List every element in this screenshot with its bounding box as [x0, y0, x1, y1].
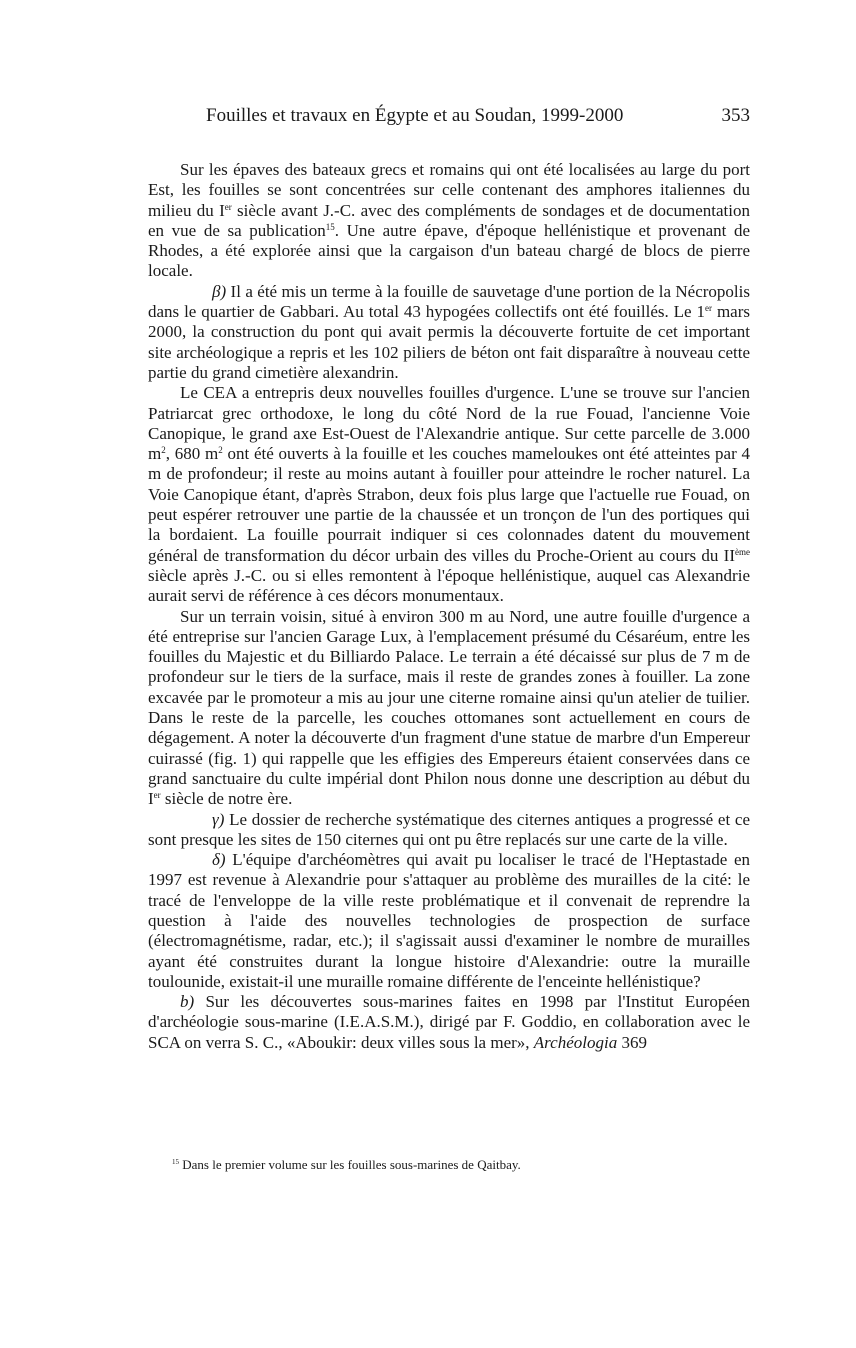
page-number: 353 — [721, 105, 750, 126]
paragraph: Sur les épaves des bateaux grecs et romains qui ont été localisées au large du port Est, les fouilles se sont concentrées sur celle contenant des amphores italiennes du milieu du Ier siècle avant J.-C. avec des compléments de sondages et de documentation en vue de sa publication$^{15}$. Une autre épave, d'époque hellénistique et provenant de Rhodes, a été explorée ainsi que la cargaison d'un bateau chargé de blocs de pierre locale. — [148, 160, 751, 281]
running-head — [206, 104, 750, 128]
list-marker: γ) — [212, 809, 225, 829]
running-title: Fouilles et travaux en Égypte et au Soudan, 1999-2000 — [206, 105, 624, 126]
paragraph: δ) L'équipe d'archéomètres qui avait pu localiser le tracé de l'Heptastade en 1997 est revenue à Alexandrie pour s'attaquer au problème des murailles de la cité: le tracé de l'enveloppe de la ville reste problématique et il convenait de reprendre la question à l'aide des nouvelles technologies de prospection de surface (électromagnétisme, radar, etc.); il s'agissait aussi d'examiner le nombre de murailles ayant été construites durant la longue histoire d'Alexandrie: outre la muraille toulounide, existait-il une muraille romaine différente de l'enceinte hellénistique? — [148, 850, 750, 991]
paragraph: Le CEA a entrepris deux nouvelles fouilles d'urgence. L'une se trouve sur l'ancien Patriarcat grec orthodoxe, le long du côté Nord de la rue Fouad, l'ancienne Voie Canopique, le grand axe Est-Ouest de l'Alexandrie antique. Sur cette parcelle de 3.000 $m^2$, 680 $m^2$ ont été ouverts à la fouille et les couches mameloukes ont été atteintes par 4 m de profondeur; il reste au moins autant à fouiller pour atteindre le rocher naturel. La Voie Canopique étant, d'après Strabon, deux fois plus large que l'actuelle rue Fouad, on peut espérer retrouver une partie de la chaussée et un tronçon de l'un des portiques qui la bordaient. La fouille pourrait indiquer si ces colonnades datent du mouvement général de transformation du décor urbain des villes du Proche-Orient au cours du IIème siècle après J.-C. ou si elles remontent à l'époque hellénistique, auquel cas Alexandrie aurait servi de référence à ces décors monumentaux. — [148, 383, 750, 606]
journal-title: Archéologia — [533, 1032, 618, 1052]
paragraph: Sur un terrain voisin, situé à environ 300 m au Nord, une autre fouille d'urgence a été entreprise sur l'ancien Garage Lux, à l'emplacement présumé du Césaréum, entre les fouilles du Majestic et du Billiardo Palace. Le terrain a été décaissé sur plus de 7 m de profondeur sur le tiers de la surface, mais il reste de grandes zones à fouiller. La zone excavée par le promoteur a mis au jour une citerne romaine ainsi qu'un atelier de tuilier. Dans le reste de la parcelle, les couches ottomanes sont actuellement en cours de dégagement. A noter la découverte d'un fragment d'une statue de marbre d'un Empereur cuirassé (fig. 1) qui rappelle que les effigies des Empereurs étaient conservées dans ce grand sanctuaire du culte impérial dont Philon nous donne une description au début du Ier siècle de notre ère. — [148, 606, 750, 809]
footnote-text: Dans le premier volume sur les fouilles sous-marines de Qaitbay. — [179, 1157, 521, 1172]
paragraph: γ) Le dossier de recherche systématique des citernes antiques a progressé et ce sont presque les sites de 150 citernes qui ont pu être replacés sur une carte de la ville. — [148, 809, 750, 849]
body-text — [148, 160, 750, 1053]
footnote-number: 15 — [172, 1158, 179, 1166]
list-marker: b) — [180, 992, 195, 1012]
list-marker: β) — [212, 281, 227, 301]
paragraph: β) Il a été mis un terme à la fouille de sauvetage d'une portion de la Nécropolis dans le quartier de Gabbari. Au total 43 hypogées collectifs ont été fouillés. Le 1er mars 2000, la construction du pont qui avait permis la découverte fortuite de cet important site archéologique a repris et les 102 piliers de béton ont fait disparaître à nouveau cette partie du grand cimetière alexandrin. — [148, 281, 750, 382]
list-marker: δ) — [212, 850, 226, 870]
paragraph: b) Sur les découvertes sous-marines faites en 1998 par l'Institut Européen d'archéologie sous-marine (I.E.A.S.M.), dirigé par F. Goddio, en collaboration avec le SCA on verra S. C., «Aboukir: deux villes sous la mer», Archéologia 369 — [148, 992, 750, 1052]
footnote — [172, 1157, 750, 1173]
